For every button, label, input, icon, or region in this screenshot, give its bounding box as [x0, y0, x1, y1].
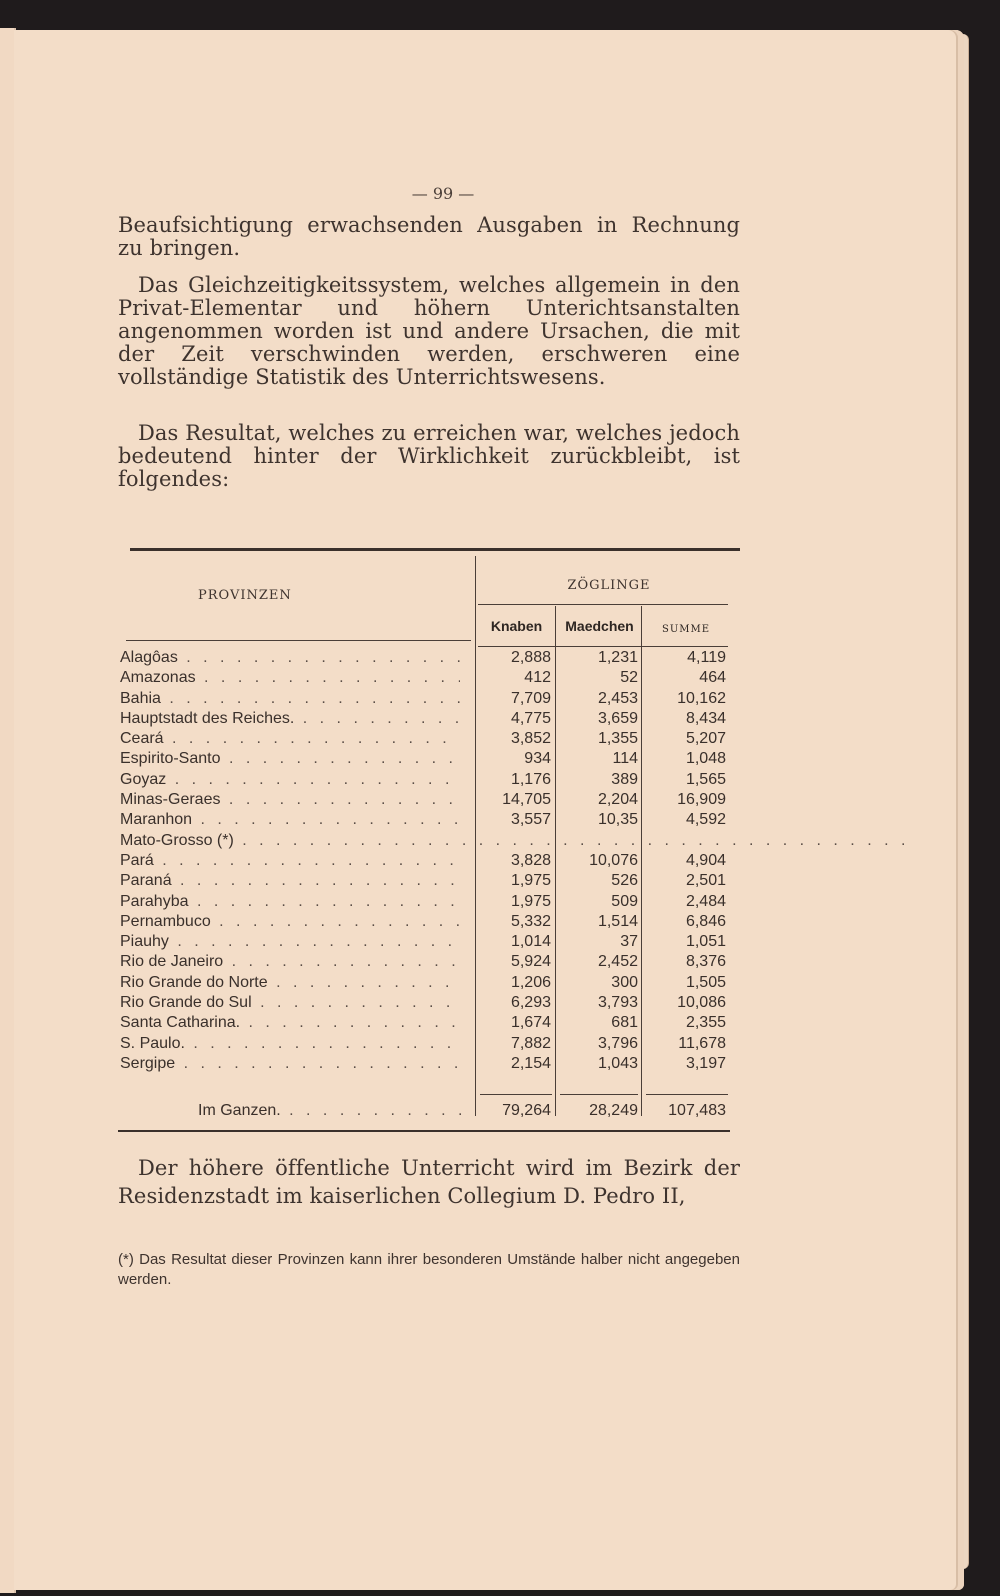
table-row [118, 749, 740, 769]
header-provinces-rule [126, 640, 471, 641]
summe-value: 1,048 [685, 750, 726, 768]
paragraph-3 [118, 422, 740, 491]
province-name: Espirito-Santo . . . [120, 749, 460, 769]
maedchen-value: 1,355 [597, 730, 638, 748]
knaben-value: 4,775 [510, 709, 551, 727]
table-row [118, 973, 740, 993]
province-name: Pará . . . [120, 851, 460, 871]
paragraph-2-text: Das Gleichzeitigkeitssystem, welches allgemein in den Privat-Elementar und höhern Unterichtsanstalten angenommen worden ist und andere Ursachen, die mit der Zeit verschwinden werden, erschweren eine vollständige Statistik des Unterrichtswesens. [118, 273, 740, 389]
province-name: Hauptstadt des Reiches. . . . [120, 709, 460, 729]
table-row [118, 831, 740, 851]
province-name: Goyaz . . . [120, 770, 460, 790]
knaben-value: 3,828 [510, 851, 551, 869]
maedchen-value: 10,076 [589, 851, 638, 869]
knaben-value: 5,332 [510, 912, 551, 930]
header-provinces: PROVINZEN [198, 588, 292, 603]
table-row [118, 790, 740, 810]
table-row [118, 1054, 740, 1074]
table-row [118, 709, 740, 729]
province-name: Ceará . . . [120, 729, 460, 749]
table-row [118, 932, 740, 952]
page-number: — 99 — [411, 184, 475, 203]
province-name: Piauhy . . . [120, 932, 460, 952]
summe-value: 1,505 [685, 973, 726, 991]
province-name: Minas-Geraes . . . [120, 790, 460, 810]
summe-value: 6,846 [685, 912, 726, 930]
maedchen-value: 1,231 [597, 649, 638, 666]
maedchen-value: 52 [620, 669, 638, 687]
summe-value: 4,904 [685, 851, 726, 869]
province-name: Paraná . . . [120, 871, 460, 891]
maedchen-value: 114 [612, 750, 638, 768]
summe-value: 16,909 [677, 791, 726, 809]
knaben-value: 3,852 [510, 730, 551, 748]
maedchen-value: 10,35 [597, 811, 638, 829]
province-name: Parahyba . . . [120, 892, 460, 912]
maedchen-value: 2,204 [597, 791, 638, 809]
province-name: Pernambuco . . . [120, 912, 460, 932]
paragraph-2 [118, 274, 740, 389]
total-summe: 107,483 [668, 1102, 726, 1119]
summe-value: 2,484 [685, 892, 726, 910]
total-knaben: 79,264 [502, 1102, 551, 1119]
maedchen-value: 509 [611, 892, 638, 910]
summe-value: 8,376 [685, 953, 726, 971]
province-name: Rio Grande do Sul . . . [120, 993, 460, 1013]
knaben-value: 1,674 [510, 1014, 551, 1032]
knaben-value: 1,206 [510, 973, 551, 991]
summe-value: 5,207 [685, 730, 726, 748]
maedchen-value: 3,793 [597, 994, 638, 1012]
table-row [118, 892, 740, 912]
table-row [118, 770, 740, 790]
summe-value: 2,501 [685, 872, 726, 890]
paragraph-1: Beaufsichtigung erwachsenden Ausgaben in Rechnung zu bringen. [118, 213, 740, 260]
summe-value: 10,086 [677, 994, 726, 1012]
table-row [118, 689, 740, 709]
subtotal-rule-maedchen [560, 1094, 638, 1095]
paragraph-4 [118, 1154, 740, 1210]
knaben-value: 7,882 [510, 1034, 551, 1052]
maedchen-value: 2,452 [597, 953, 638, 971]
subtotal-rule-knaben [480, 1094, 552, 1095]
knaben-value: 7,709 [510, 689, 551, 707]
knaben-value: 412 [524, 669, 551, 687]
table-row [118, 729, 740, 749]
header-summe: SUMME [661, 624, 711, 635]
header-columns-rule [478, 646, 728, 647]
summe-value: 3,197 [685, 1054, 726, 1072]
knaben-value: 1,014 [510, 933, 551, 951]
table-top-rule [130, 548, 740, 551]
summe-value: 4,592 [685, 811, 726, 829]
knaben-value: 934 [524, 750, 551, 768]
summe-value: 8,434 [685, 709, 726, 727]
province-name: Maranhon . . . [120, 810, 460, 830]
paragraph-3-text: Das Resultat, welches zu erreichen war, welches jedoch bedeutend hinter der Wirklichkeit zurückbleibt, ist folgendes: [118, 421, 740, 491]
province-name: Santa Catharina. . . . [120, 1013, 460, 1033]
province-name: Rio Grande do Norte . . . [120, 973, 460, 993]
table-row [118, 912, 740, 932]
table-row [118, 952, 740, 972]
footnote: (*) Das Resultat dieser Provinzen kann ihrer besonderen Umstände halber nicht angegeben werden. [118, 1251, 740, 1288]
maedchen-value: 526 [611, 872, 638, 890]
table-row [118, 871, 740, 891]
total-maedchen: 28,249 [589, 1102, 638, 1119]
maedchen-value: 37 [620, 933, 638, 951]
summe-value: 11,678 [678, 1034, 726, 1052]
maedchen-value: 1,043 [597, 1054, 638, 1072]
summe-value: 464 [699, 669, 726, 687]
maedchen-value: 1,514 [597, 912, 638, 930]
header-maedchen: Maedchen [565, 618, 634, 634]
province-name: Mato-Grosso (*) . . . [120, 831, 460, 851]
total-label: Im Ganzen. . . . [198, 1100, 468, 1122]
knaben-value: 1,176 [510, 770, 551, 788]
province-name: Rio de Janeiro . . . [120, 952, 460, 972]
knaben-value: 6,293 [510, 994, 551, 1012]
province-name: Alagôas . . . [120, 648, 460, 668]
summe-value: 1,565 [685, 770, 726, 788]
province-name: S. Paulo. . . . [120, 1034, 460, 1054]
header-knaben: Knaben [490, 618, 543, 634]
table-row [118, 668, 740, 688]
knaben-value: 1,975 [510, 892, 551, 910]
header-group-rule [478, 604, 728, 605]
maedchen-value: 3,796 [597, 1034, 638, 1052]
province-name: Sergipe . . . [120, 1054, 460, 1074]
summe-value: 2,355 [685, 1014, 726, 1032]
table-row [118, 851, 740, 871]
summe-value: 4,119 [687, 649, 726, 666]
paragraph-4-text: Der höhere öffentliche Unterricht wird im Bezirk der Residenzstadt im kaiserlichen Collegium D. Pedro II, [118, 1156, 740, 1208]
knaben-value: 3,557 [510, 811, 551, 829]
province-name: Bahia . . . [120, 689, 460, 709]
knaben-value: 2,154 [510, 1054, 551, 1072]
table-bottom-rule [118, 1130, 730, 1132]
knaben-value: 2,888 [510, 649, 551, 666]
table-row [118, 810, 740, 830]
province-name: Amazonas . . . [120, 668, 460, 688]
maedchen-value: 3,659 [597, 709, 638, 727]
table-row [118, 993, 740, 1013]
header-zoeglinge: ZÖGLINGE [567, 578, 651, 593]
knaben-value: 14,705 [502, 791, 551, 809]
summe-value: 10,162 [677, 689, 726, 707]
table-row [118, 1013, 740, 1033]
knaben-value: 1,975 [510, 872, 551, 890]
maedchen-value: 2,453 [597, 689, 638, 707]
maedchen-value: 681 [611, 1014, 638, 1032]
maedchen-value: 389 [611, 770, 638, 788]
summe-value: 1,051 [685, 933, 726, 951]
table-body [118, 648, 740, 1074]
table-row [118, 1034, 740, 1054]
maedchen-value: 300 [611, 973, 638, 991]
total-row [118, 1100, 740, 1124]
knaben-value: 5,924 [510, 953, 551, 971]
subtotal-rule-summe [646, 1094, 728, 1095]
table-row [118, 648, 740, 668]
